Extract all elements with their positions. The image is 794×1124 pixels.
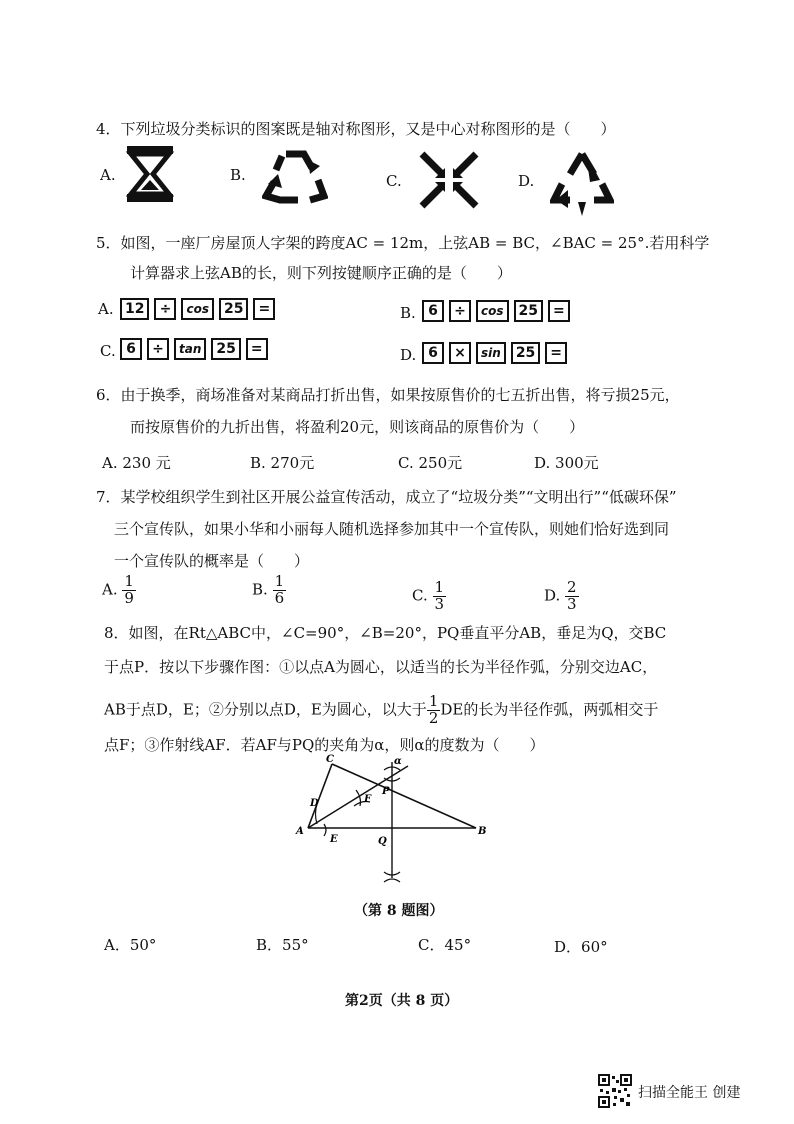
q7-line3: 一个宣传队的概率是（ ） bbox=[114, 552, 310, 570]
fraction bbox=[433, 580, 447, 613]
key-25: 25 bbox=[514, 300, 543, 322]
q8-option-d: D．60° bbox=[554, 938, 608, 956]
side-cb bbox=[332, 764, 476, 828]
q6-line2: 而按原售价的九折出售，将盈利20元，则该商品的原售价为（ ） bbox=[130, 418, 585, 436]
option-label: A. bbox=[102, 580, 118, 599]
q8-figure bbox=[290, 750, 500, 899]
option-label: C. bbox=[412, 586, 428, 605]
fraction bbox=[273, 574, 287, 607]
q5-option-d-keys bbox=[422, 342, 567, 364]
label-f: F bbox=[364, 794, 372, 805]
label-e: E bbox=[330, 834, 338, 845]
q8-line4: 点F；③作射线AF．若AF与PQ的夹角为α，则α的度数为（ ） bbox=[104, 736, 545, 754]
q8-line1: 8．如图，在Rt△ABC中，∠C=90°，∠B=20°，PQ垂直平分AB，垂足为Q，交BC bbox=[104, 624, 667, 642]
denominator: 3 bbox=[434, 594, 445, 613]
fraction bbox=[122, 574, 136, 607]
q6-option-c: C. 250元 bbox=[398, 454, 463, 472]
q7-option-c bbox=[412, 580, 446, 613]
q6-option-a: A. 230 元 bbox=[102, 454, 171, 472]
numerator: 1 bbox=[274, 572, 285, 590]
q5-option-a-label: A. bbox=[98, 300, 114, 318]
key-equals: = bbox=[246, 338, 268, 360]
key-tan: tan bbox=[174, 338, 206, 360]
q8-line3-end: DE的长为半径作弧，两弧相交于 bbox=[440, 700, 659, 719]
recycle-triangle-icon bbox=[262, 148, 328, 206]
option-label: D. bbox=[544, 586, 561, 605]
fraction-half bbox=[427, 694, 441, 727]
fraction bbox=[565, 580, 579, 613]
q6-option-d: D. 300元 bbox=[534, 454, 599, 472]
q5-option-b-keys bbox=[422, 300, 570, 322]
numerator: 1 bbox=[434, 578, 445, 596]
key-25: 25 bbox=[211, 338, 240, 360]
key-cos: cos bbox=[476, 300, 509, 322]
hourglass-sorting-icon bbox=[125, 144, 175, 204]
key-sin: sin bbox=[476, 342, 506, 364]
key-25: 25 bbox=[219, 298, 248, 320]
numerator: 1 bbox=[124, 572, 134, 590]
label-alpha: α bbox=[394, 756, 402, 767]
denominator: 9 bbox=[124, 588, 134, 607]
q7-option-a bbox=[102, 574, 136, 607]
recycle-arrows-icon bbox=[550, 150, 614, 220]
label-b: B bbox=[478, 826, 487, 837]
q7-line2: 三个宣传队，如果小华和小丽每人随机选择参加其中一个宣传队，则她们恰好选到同 bbox=[114, 520, 670, 538]
q5-option-c-label: C. bbox=[100, 342, 116, 360]
label-q: Q bbox=[378, 836, 387, 847]
q6-option-b: B. 270元 bbox=[250, 454, 315, 472]
q7-option-d bbox=[544, 580, 579, 613]
numerator: 1 bbox=[428, 692, 439, 710]
key-equals: = bbox=[548, 300, 570, 322]
q5-option-c-keys bbox=[120, 338, 268, 360]
q5-line1: 5．如图，一座厂房屋顶人字架的跨度AC = 12m，上弦AB = BC，∠BAC = 25°.若用科学 bbox=[96, 234, 710, 252]
key-equals: = bbox=[545, 342, 567, 364]
qr-code-icon bbox=[598, 1074, 632, 1108]
key-6: 6 bbox=[120, 338, 142, 360]
q8-figure-caption: （第 8 题图） bbox=[354, 903, 444, 919]
q5-option-b-label: B. bbox=[400, 304, 416, 322]
key-12: 12 bbox=[120, 298, 149, 320]
denominator: 6 bbox=[274, 588, 285, 607]
numerator: 2 bbox=[567, 578, 577, 596]
q5-line2: 计算器求上弦AB的长，则下列按键顺序正确的是（ ） bbox=[130, 264, 512, 282]
label-p: P bbox=[382, 786, 390, 797]
label-c: C bbox=[326, 754, 334, 765]
q4-option-b-label: B. bbox=[230, 166, 246, 184]
q6-line1: 6．由于换季，商场准备对某商品打折出售，如果按原售价的七五折出售，将亏损25元， bbox=[96, 386, 680, 404]
q8-line3 bbox=[104, 694, 658, 727]
q5-option-a-keys bbox=[120, 298, 275, 320]
q4-option-d-label: D. bbox=[518, 172, 535, 190]
key-6: 6 bbox=[422, 342, 444, 364]
q8-line2: 于点P．按以下步骤作图：①以点A为圆心，以适当的长为半径作弧，分别交边AC， bbox=[104, 658, 658, 676]
q4-option-c-label: C. bbox=[386, 172, 402, 190]
q4-stem: 4．下列垃圾分类标识的图案既是轴对称图形，又是中心对称图形的是（ ） bbox=[96, 120, 616, 138]
q8-option-c: C．45° bbox=[418, 936, 472, 954]
side-ac bbox=[308, 764, 332, 828]
inward-arrows-icon bbox=[418, 150, 480, 210]
key-25: 25 bbox=[511, 342, 540, 364]
key-divide: ÷ bbox=[449, 300, 471, 322]
key-cos: cos bbox=[181, 298, 214, 320]
q7-option-b bbox=[252, 574, 286, 607]
key-divide: ÷ bbox=[154, 298, 176, 320]
q4-option-a-label: A. bbox=[100, 166, 116, 184]
label-d: D bbox=[310, 798, 319, 809]
q7-line1: 7．某学校组织学生到社区开展公益宣传活动，成立了“垃圾分类”“文明出行”“低碳环保” bbox=[96, 488, 677, 506]
key-multiply: × bbox=[449, 342, 471, 364]
label-a: A bbox=[296, 826, 304, 837]
key-equals: = bbox=[253, 298, 275, 320]
key-6: 6 bbox=[422, 300, 444, 322]
denominator: 3 bbox=[567, 594, 577, 613]
option-label: B. bbox=[252, 580, 268, 599]
q8-line3-start: AB于点D，E；②分别以点D，E为圆心，以大于 bbox=[104, 700, 427, 719]
page-number: 第2页（共 8 页） bbox=[345, 993, 459, 1009]
q8-option-a: A．50° bbox=[104, 936, 157, 954]
denominator: 2 bbox=[428, 708, 439, 727]
scanner-watermark: 扫描全能王 创建 bbox=[638, 1085, 741, 1101]
key-divide: ÷ bbox=[147, 338, 169, 360]
q5-option-d-label: D. bbox=[400, 346, 417, 364]
q8-option-b: B．55° bbox=[256, 936, 309, 954]
